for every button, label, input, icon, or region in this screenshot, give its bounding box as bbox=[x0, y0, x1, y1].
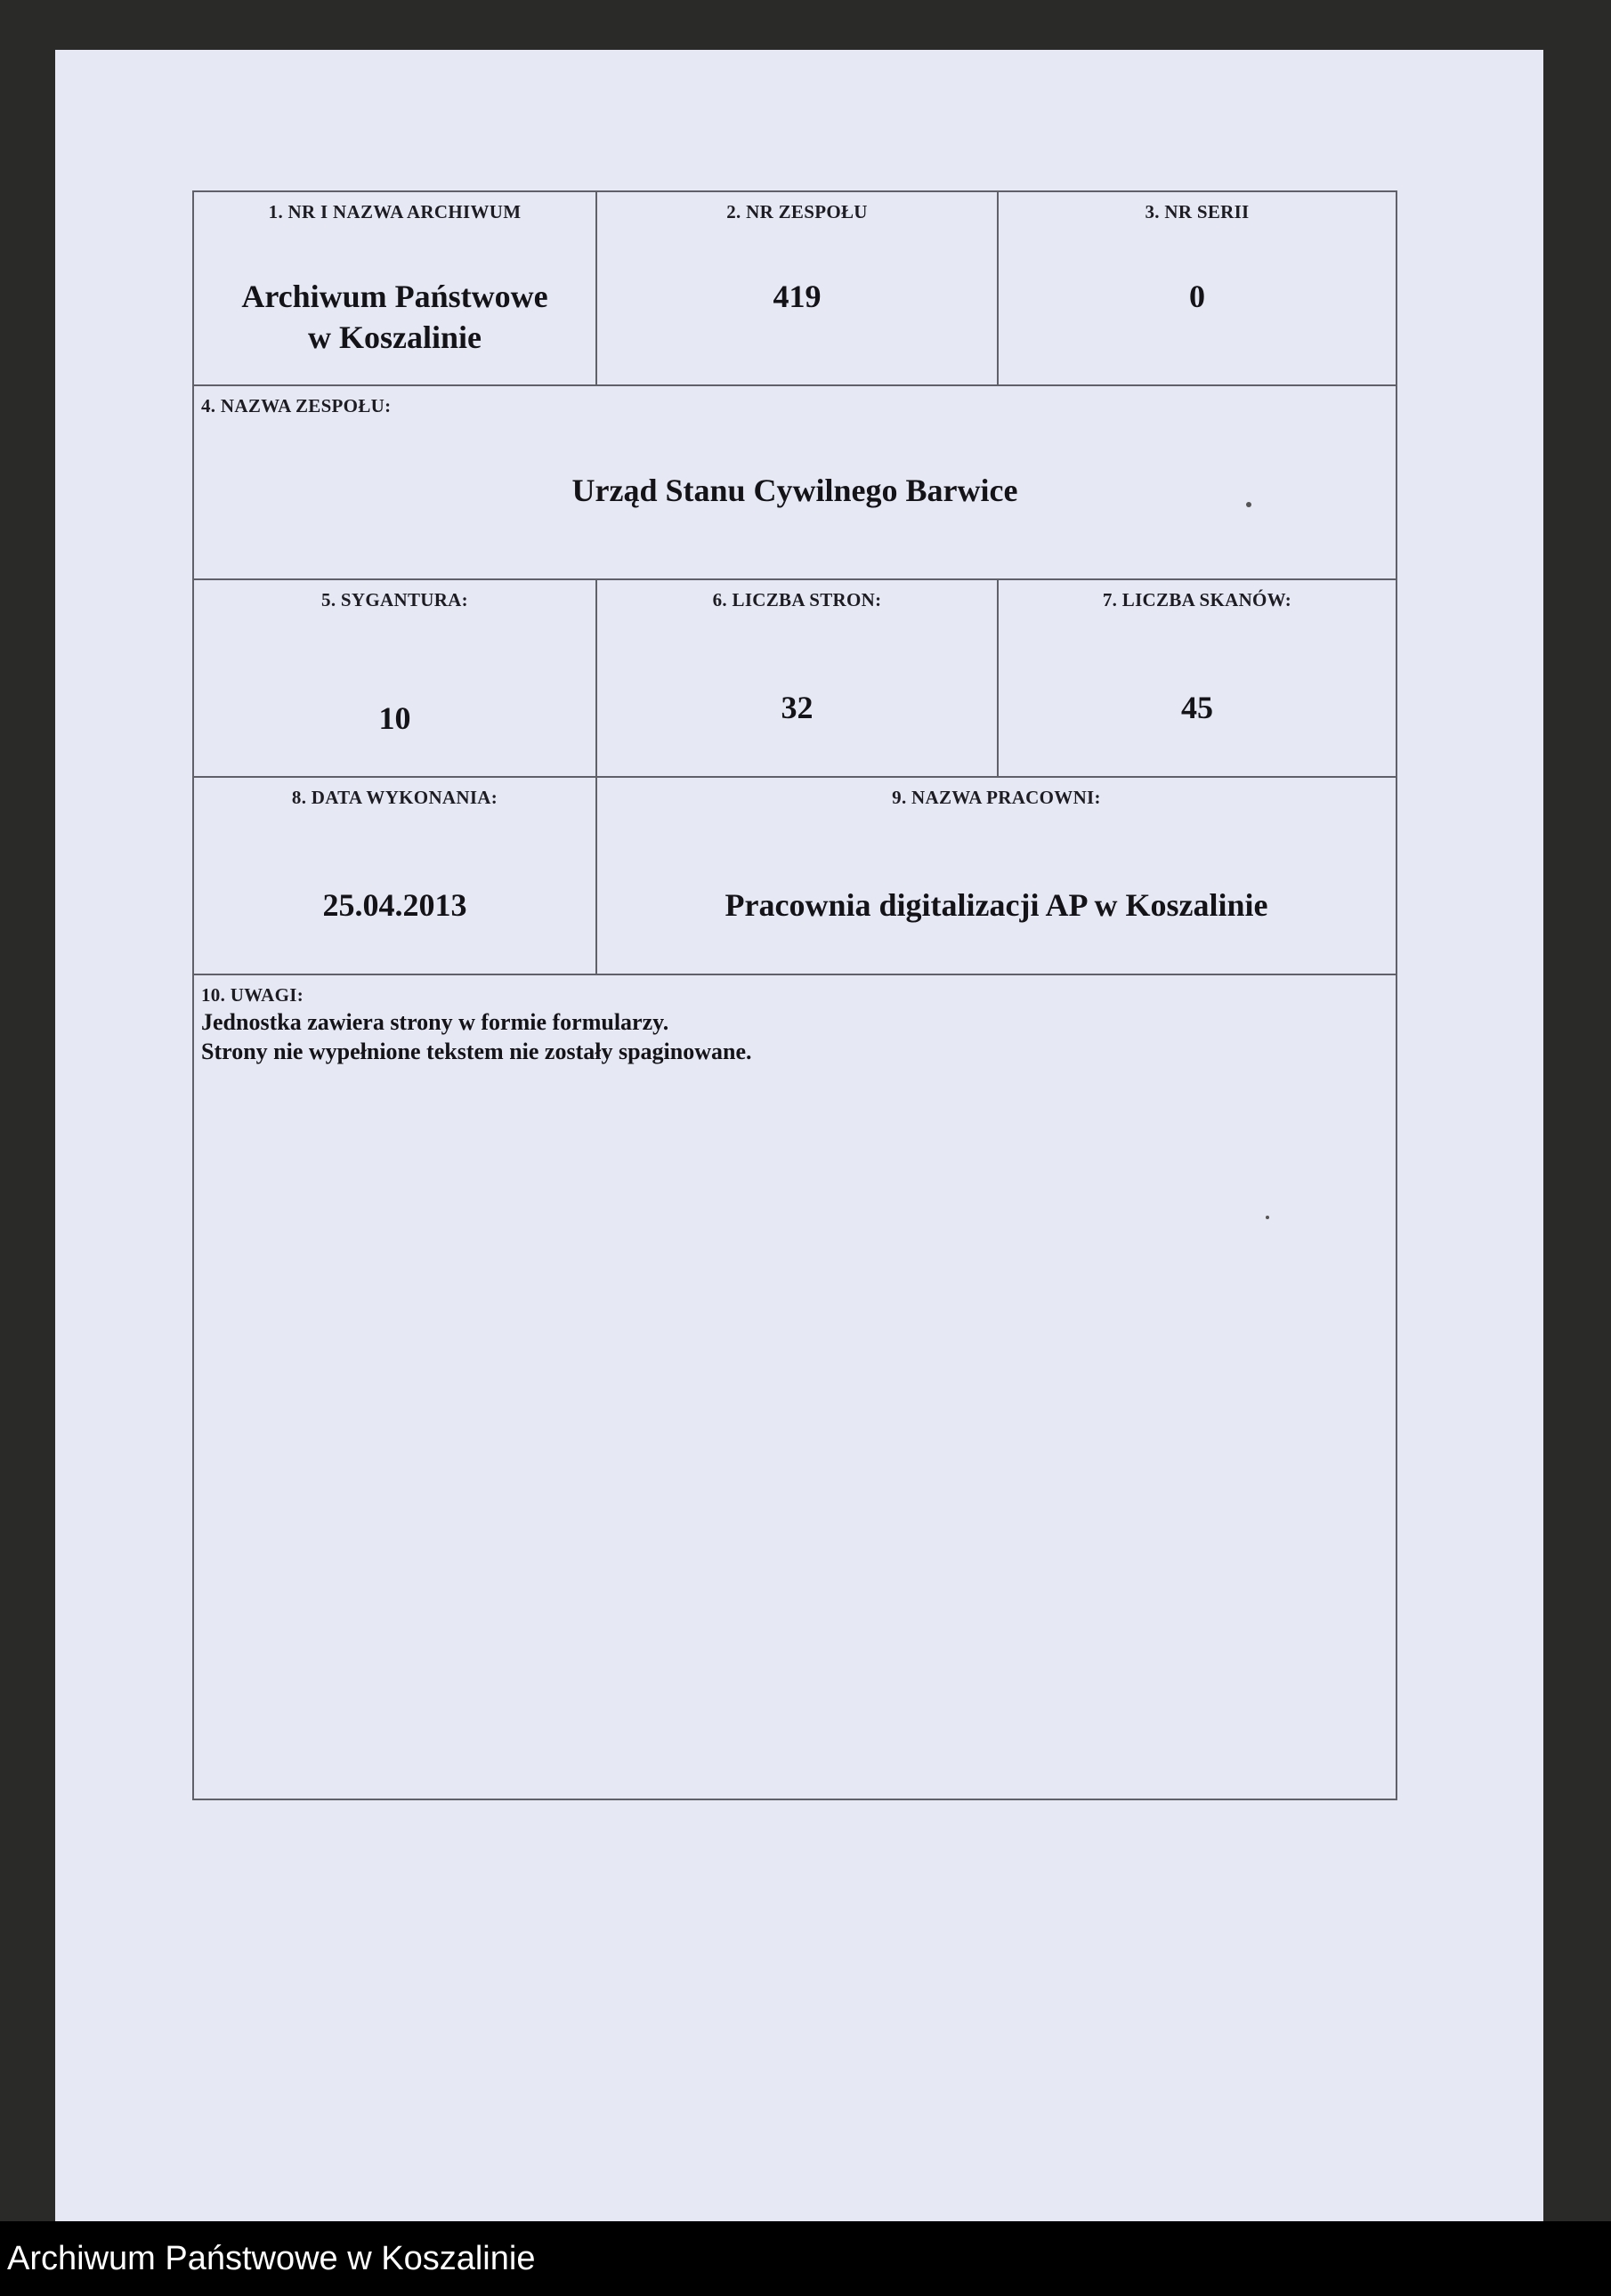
series-number-value: 0 bbox=[1189, 279, 1205, 314]
fonds-number-cell bbox=[595, 192, 997, 384]
archive-caption: Archiwum Państwowe w Koszalinie bbox=[0, 2221, 1611, 2296]
page-count-label: 6. LICZBA STRON: bbox=[712, 589, 882, 610]
fonds-number-label: 2. NR ZESPOŁU bbox=[726, 201, 868, 222]
scan-count-cell bbox=[997, 580, 1396, 776]
date-cell bbox=[194, 778, 595, 974]
page-count-value: 32 bbox=[781, 690, 814, 725]
series-number-cell bbox=[997, 192, 1396, 384]
signature-value: 10 bbox=[378, 700, 411, 736]
form-row-notes bbox=[194, 974, 1396, 1799]
form-row-counts bbox=[194, 578, 1396, 776]
notes-cell bbox=[194, 975, 1396, 1799]
paper-speck bbox=[1246, 502, 1251, 507]
form-row-fonds-name bbox=[194, 384, 1396, 578]
signature-cell bbox=[194, 580, 595, 776]
scan-count-value: 45 bbox=[1181, 690, 1213, 725]
date-value: 25.04.2013 bbox=[322, 887, 467, 923]
archive-value-line1: Archiwum Państwowe bbox=[241, 279, 548, 314]
signature-label: 5. SYGANTURA: bbox=[321, 589, 468, 610]
page-count-cell bbox=[595, 580, 997, 776]
workshop-label: 9. NAZWA PRACOWNI: bbox=[892, 787, 1101, 808]
document-sheet bbox=[55, 50, 1543, 2221]
form-row-archive bbox=[194, 192, 1396, 384]
paper-speck bbox=[1266, 1216, 1269, 1219]
fonds-name-value: Urząd Stanu Cywilnego Barwice bbox=[571, 473, 1018, 508]
date-label: 8. DATA WYKONANIA: bbox=[291, 787, 498, 808]
notes-line: Jednostka zawiera strony w formie formularzy. bbox=[201, 1009, 669, 1035]
archive-label: 1. NR I NAZWA ARCHIWUM bbox=[268, 201, 522, 222]
scan-count-label: 7. LICZBA SKANÓW: bbox=[1102, 589, 1292, 610]
fonds-name-cell bbox=[194, 386, 1396, 578]
notes-text bbox=[201, 1007, 752, 1066]
workshop-value: Pracownia digitalizacji AP w Koszalinie bbox=[725, 887, 1268, 923]
metadata-form bbox=[192, 190, 1397, 1800]
fonds-number-value: 419 bbox=[773, 279, 822, 314]
fonds-name-label: 4. NAZWA ZESPOŁU: bbox=[201, 395, 392, 416]
notes-line: Strony nie wypełnione tekstem nie zostały spaginowane. bbox=[201, 1039, 752, 1064]
archive-cell bbox=[194, 192, 595, 384]
workshop-cell bbox=[595, 778, 1396, 974]
series-number-label: 3. NR SERII bbox=[1145, 201, 1250, 222]
archive-value-line2: w Koszalinie bbox=[308, 319, 482, 355]
form-row-date-workshop bbox=[194, 776, 1396, 974]
notes-label: 10. UWAGI: bbox=[201, 984, 304, 1006]
